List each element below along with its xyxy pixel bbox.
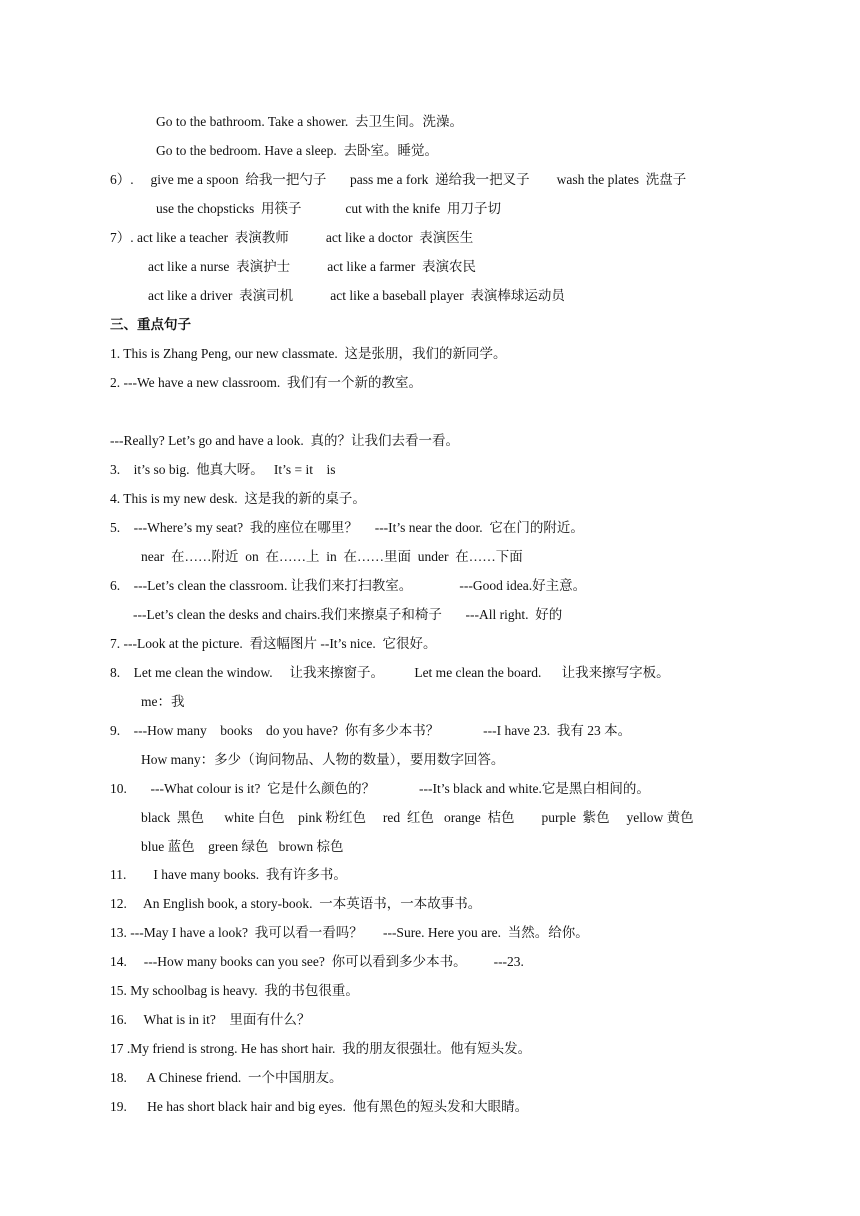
sentence-17: 17 .My friend is strong. He has short hair. 我的朋友很强壮。他有短头发。 (110, 1041, 532, 1056)
sentence-6: 6. ---Let’s clean the classroom. 让我们来打扫教室。 ---Good idea.好主意。 (110, 578, 587, 593)
sentence-8: 8. Let me clean the window. 让我来擦窗子。 Let me clean the board. 让我来擦写字板。 (110, 665, 670, 680)
sentence-2b: ---Really? Let’s go and have a look. 真的？让我们去看一看。 (110, 433, 460, 448)
sentence-18: 18. A Chinese friend. 一个中国朋友。 (110, 1070, 343, 1085)
colors-line-2: blue 蓝色 green 绿色 brown 棕色 (141, 839, 344, 854)
sentence-5-note: near 在……附近 on 在……上 in 在……里面 under 在……下面 (141, 549, 523, 564)
sentence-13: 13. ---May I have a look? 我可以看一看吗？ ---Sure. Here you are. 当然。给你。 (110, 925, 589, 940)
sentence-7: 7. ---Look at the picture. 看这幅图片 --It’s nice. 它很好。 (110, 636, 437, 651)
sentence-5: 5. ---Where’s my seat? 我的座位在哪里？ ---It’s near the door. 它在门的附近。 (110, 520, 584, 535)
sentence-9: 9. ---How many books do you have? 你有多少本书？ ---I have 23. 我有 23 本。 (110, 723, 632, 738)
sentence-2: 2. ---We have a new classroom. 我们有一个新的教室。 (110, 375, 422, 390)
sentence-9-note: How many：多少（询问物品、人物的数量），要用数字回答。 (141, 752, 505, 767)
sentence-15: 15. My schoolbag is heavy. 我的书包很重。 (110, 983, 359, 998)
sentence-11: 11. I have many books. 我有许多书。 (110, 867, 347, 882)
sentence-6b: ---Let’s clean the desks and chairs.我们来擦桌子和椅子 ---All right. 好的 (133, 607, 563, 622)
line-2: Go to the bedroom. Have a sleep. 去卧室。睡觉。 (156, 143, 438, 158)
sentence-12: 12. An English book, a story-book. 一本英语书，一本故事书。 (110, 896, 482, 911)
sentence-1: 1. This is Zhang Peng, our new classmate. 这是张朋，我们的新同学。 (110, 346, 507, 361)
section-heading: 三、重点句子 (110, 317, 191, 333)
sentence-4: 4. This is my new desk. 这是我的新的桌子。 (110, 491, 366, 506)
line-3: 6）. give me a spoon 给我一把勺子 pass me a fork 递给我一把叉子 wash the plates 洗盘子 (110, 172, 687, 187)
colors-line-1: black 黑色 white 白色 pink 粉红色 red 红色 orange 桔色 purple 紫色 yellow 黄色 (141, 810, 694, 825)
sentence-8-note: me：我 (141, 694, 185, 709)
sentence-19: 19. He has short black hair and big eyes. 他有黑色的短头发和大眼睛。 (110, 1099, 529, 1114)
line-4: use the chopsticks 用筷子 cut with the knife 用刀子切 (156, 201, 501, 216)
line-1: Go to the bathroom. Take a shower. 去卫生间。洗澡。 (156, 114, 464, 129)
line-6: act like a nurse 表演护士 act like a farmer 表演农民 (148, 259, 477, 274)
sentence-16: 16. What is in it? 里面有什么？ (110, 1012, 311, 1027)
sentence-3: 3. it’s so big. 他真大呀。 It’s = it is (110, 462, 336, 477)
line-5: 7）. act like a teacher 表演教师 act like a doctor 表演医生 (110, 230, 474, 245)
sentence-14: 14. ---How many books can you see? 你可以看到多少本书。 ---23. (110, 954, 524, 969)
line-7: act like a driver 表演司机 act like a baseball player 表演棒球运动员 (148, 288, 565, 303)
sentence-10: 10. ---What colour is it? 它是什么颜色的？ ---It’s black and white.它是黑白相间的。 (110, 781, 650, 796)
